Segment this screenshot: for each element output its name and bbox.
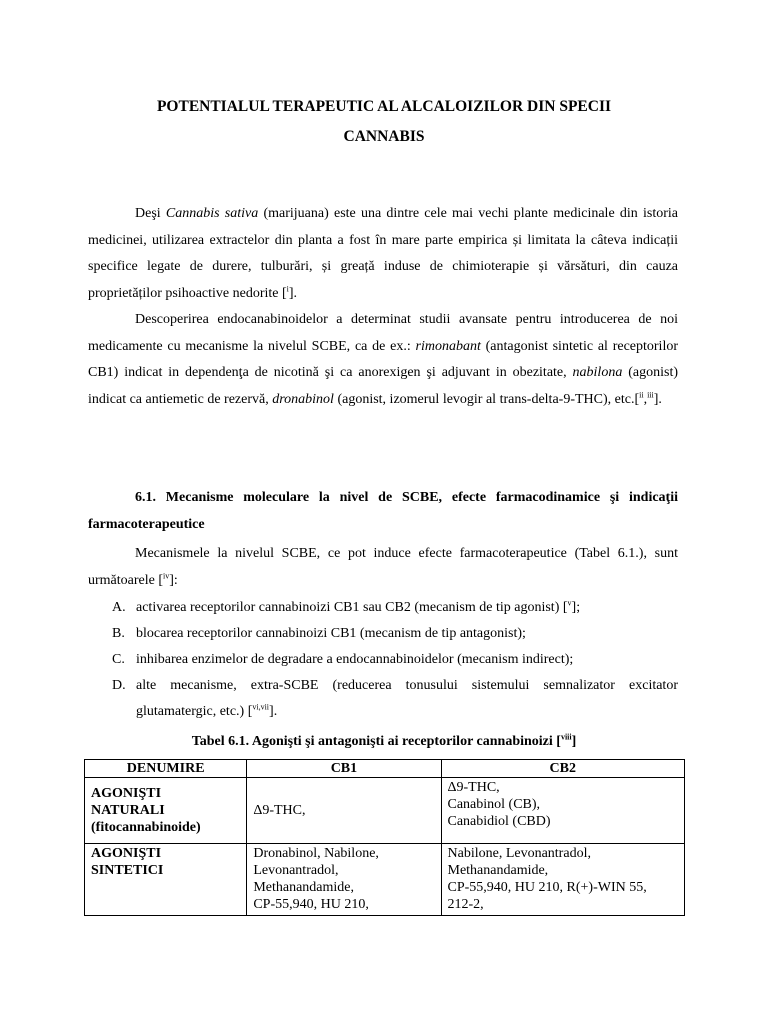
- row-label: [85, 844, 247, 916]
- row-label-line: NATURALI: [91, 803, 165, 818]
- cell-line: 212-2,: [447, 897, 484, 912]
- cell-line: Canabidiol (CBD): [447, 814, 551, 829]
- p1-text-3: ].: [288, 285, 298, 301]
- row-label: [85, 778, 247, 844]
- p2-text-1: Descoperirea endocanabinoidelor a determinat studii avansate pentru introducerea de noi medicamente cu mecanisme la nivelul SCBE, ca de ex.:: [88, 312, 678, 354]
- cell-line: Δ9-THC,: [447, 780, 500, 795]
- section-heading-text: 6.1. Mecanisme moleculare la nivel de SCBE, efecte farmacodinamice şi indicaţii farmacoterapeutice: [88, 490, 678, 532]
- list-footnote-ref: v: [567, 598, 572, 608]
- list-item-text: blocarea receptorilor cannabinoizi CB1 (mecanism de tip antagonist);: [136, 626, 526, 641]
- cell-cb1: [247, 844, 441, 916]
- table-caption: [84, 732, 684, 752]
- list-item: [88, 673, 678, 725]
- title-line-2: CANNABIS: [343, 128, 425, 145]
- p2-text-2: (antagonist sintetic al receptorilor CB1) indicat in dependenţa de nicotină şi ca anorexigen şi adjuvant in obezitate,: [88, 338, 678, 380]
- p3-text-2: ]:: [169, 572, 178, 588]
- cell-line: Dronabinol, Nabilone,: [253, 846, 379, 861]
- cell-line: Levonantradol,: [253, 863, 339, 878]
- list-item-text: activarea receptorilor cannabinoizi CB1 sau CB2 (mecanism de tip agonist) [: [136, 600, 568, 615]
- list-footnote-ref: vi,vii: [252, 702, 270, 712]
- p2-text-5: ,: [643, 391, 648, 407]
- list-marker: D.: [112, 678, 126, 693]
- title-line-1: POTENTIALUL TERAPEUTIC AL ALCALOIZILOR DIN SPECII: [156, 98, 612, 115]
- list-item: [88, 595, 678, 621]
- p2-drug-nabilona: nabilona: [572, 365, 623, 380]
- cell-line: CP-55,940, HU 210,: [253, 897, 369, 912]
- header-cb2: CB2: [441, 760, 685, 778]
- cell-line: Methanandamide,: [447, 863, 549, 878]
- p3-footnote-ref: iv: [163, 570, 170, 580]
- mechanism-list: [88, 595, 678, 725]
- list-item-end: ];: [571, 600, 581, 615]
- header-denumire: DENUMIRE: [85, 760, 247, 778]
- cell-line: CP-55,940, HU 210, R(+)-WIN 55,: [447, 880, 647, 895]
- table-row: [85, 844, 685, 916]
- list-item: [88, 621, 678, 647]
- cell-cb2: [441, 844, 685, 916]
- p1-text-2: (marijuana) este una dintre cele mai vechi plante medicinale din istoria medicinei, utilizarea extractelor din planta a fost în mare parte empirica și limitata la câteva indicații specifice legate de durere, tulburări, și greață induse de chimioterapie și vărsături, din cauza proprietăților psihoactive nedorite [: [88, 206, 678, 301]
- paragraph-endocannabinoids: [88, 307, 678, 413]
- table-row: [85, 778, 685, 844]
- list-item-end: ].: [269, 704, 278, 719]
- cell-cb1: [247, 778, 441, 844]
- p2-text-3: (agonist) indicat ca antiemetic de rezervă,: [88, 365, 678, 407]
- p1-footnote-ref: i: [286, 283, 289, 293]
- list-item-text: alte mecanisme, extra-SCBE (reducerea tonusului sistemului semnalizator excitator glutamatergic, etc.) [: [136, 678, 678, 719]
- list-marker: B.: [112, 626, 125, 641]
- cell-line: Δ9-THC,: [253, 803, 306, 818]
- paragraph-mechanisms: [88, 541, 678, 594]
- p2-text-6: ].: [653, 391, 662, 407]
- table-caption-end: ]: [571, 734, 577, 749]
- p2-footnote-ref-iii: iii: [647, 389, 654, 399]
- p3-text-1: Mecanismele la nivelul SCBE, ce pot induce efecte farmacoterapeutice (Tabel 6.1.), sunt următoarele [: [88, 546, 678, 588]
- p2-footnote-ref-ii: ii: [639, 389, 644, 399]
- table-header-row: [85, 760, 685, 778]
- row-label-line: AGONIŞTI: [91, 786, 162, 801]
- section-heading: [88, 484, 678, 538]
- cell-line: Canabinol (CB),: [447, 797, 541, 812]
- list-marker: C.: [112, 652, 125, 667]
- header-cb1: CB1: [247, 760, 441, 778]
- table-caption-footnote-ref: viii: [560, 732, 572, 742]
- row-label-line: AGONIŞTI: [91, 846, 162, 861]
- p2-drug-dronabinol: dronabinol: [272, 391, 334, 407]
- row-label-line: (fitocannabinoide): [91, 820, 201, 835]
- table-caption-text: Tabel 6.1. Agonişti şi antagonişti ai receptorilor cannabinoizi [: [191, 734, 561, 749]
- paragraph-intro: [88, 201, 678, 307]
- list-marker: A.: [112, 600, 126, 615]
- p2-drug-rimonabant: rimonabant: [415, 338, 481, 354]
- p1-text-1: Deşi: [135, 206, 166, 221]
- row-label-line: SINTETICI: [91, 863, 164, 878]
- list-item-text: inhibarea enzimelor de degradare a endocannabinoidelor (mecanism indirect);: [136, 652, 574, 667]
- cell-line: Nabilone, Levonantradol,: [447, 846, 591, 861]
- cell-cb2: [441, 778, 685, 844]
- p2-text-4: (agonist, izomerul levogir al trans-delta-9-THC), etc.[: [333, 391, 640, 407]
- cell-line: Methanandamide,: [253, 880, 355, 895]
- p1-species-name: Cannabis sativa: [165, 206, 259, 221]
- document-title: [84, 92, 684, 152]
- cannabinoid-table: [84, 759, 685, 916]
- list-item: [88, 647, 678, 673]
